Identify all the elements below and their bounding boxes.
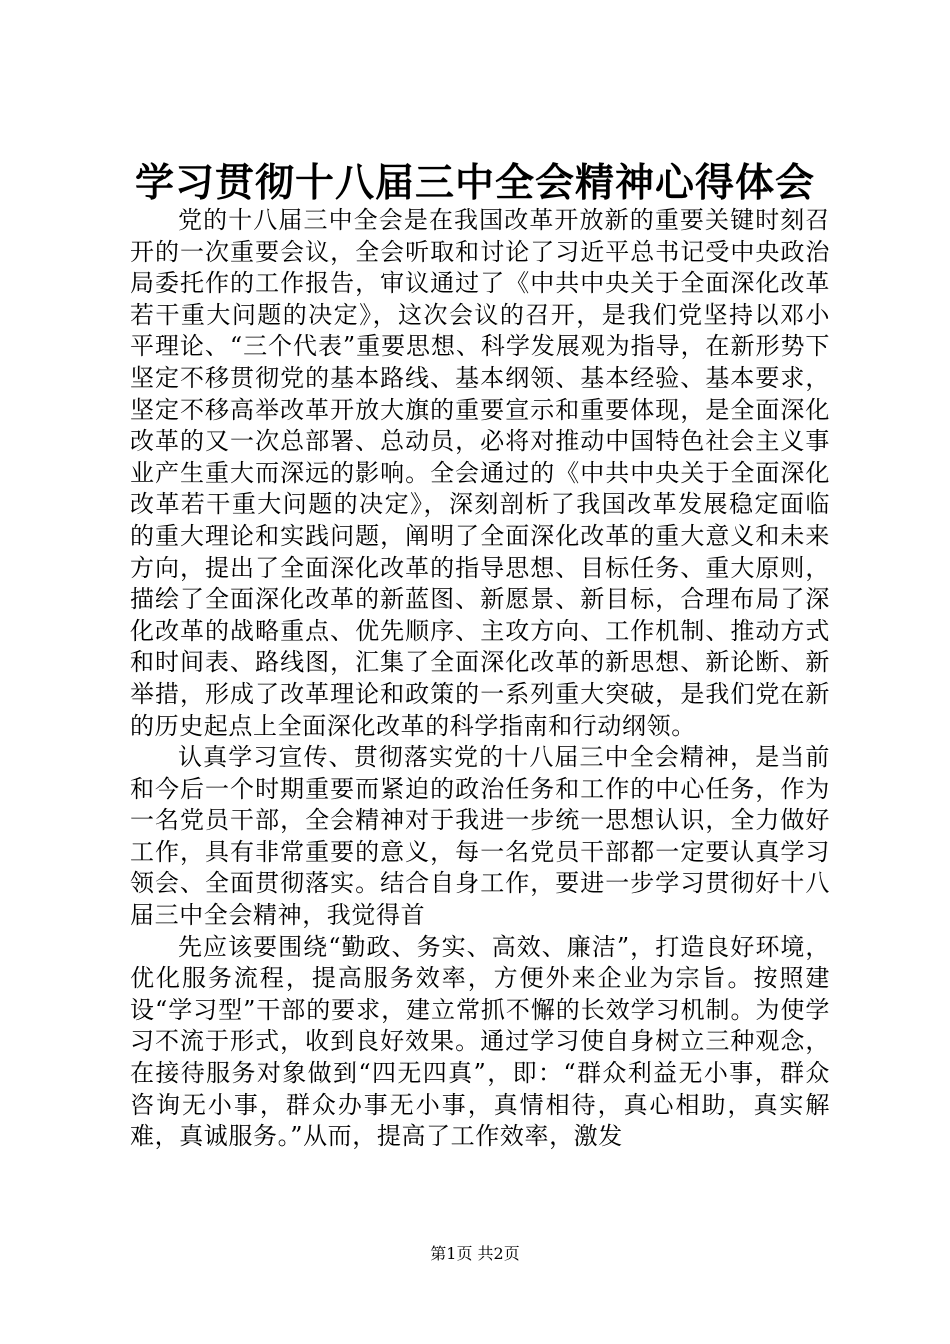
document-body bbox=[130, 205, 830, 1153]
document-title: 学习贯彻十八届三中全会精神心得体会 bbox=[134, 160, 815, 206]
paragraph-2: 认真学习宣传、贯彻落实党的十八届三中全会精神，是当前和今后一个时期重要而紧迫的政治任务和工作的中心任务，作为一名党员干部，全会精神对于我进一步统一思想认识，全力做好工作，具有非常重要的意义，每一名党员干部都一定要认真学习领会、全面贯彻落实。结合自身工作，要进一步学习贯彻好十八届三中全会精神，我觉得首 bbox=[130, 743, 830, 930]
paragraph-1: 党的十八届三中全会是在我国改革开放新的重要关键时刻召开的一次重要会议，全会听取和讨论了习近平总书记受中央政治局委托作的工作报告，审议通过了《中共中央关于全面深化改革若干重大问题的决定》，这次会议的召开，是我们党坚持以邓小平理论、“三个代表”重要思想、科学发展观为指导，在新形势下坚定不移贯彻党的基本路线、基本纲领、基本经验、基本要求，坚定不移高举改革开放大旗的重要宣示和重要体现，是全面深化改革的又一次总部署、总动员，必将对推动中国特色社会主义事业产生重大而深远的影响。全会通过的《中共中央关于全面深化改革若干重大问题的决定》，深刻剖析了我国改革发展稳定面临的重大理论和实践问题，阐明了全面深化改革的重大意义和未来方向，提出了全面深化改革的指导思想、目标任务、重大原则，描绘了全面深化改革的新蓝图、新愿景、新目标，合理布局了深化改革的战略重点、优先顺序、主攻方向、工作机制、推动方式和时间表、路线图，汇集了全面深化改革的新思想、新论断、新举措，形成了改革理论和政策的一系列重大突破，是我们党在新的历史起点上全面深化改革的科学指南和行动纲领。 bbox=[130, 206, 830, 740]
page-number-footer: 第1页 共2页 bbox=[430, 1244, 520, 1263]
paragraph-3: 先应该要围绕“勤政、务实、高效、廉洁”，打造良好环境，优化服务流程，提高服务效率，方便外来企业为宗旨。按照建设“学习型”干部的要求，建立常抓不懈的长效学习机制。为使学习不流于形式，收到良好效果。通过学习使自身树立三种观念，在接待服务对象做到“四无四真”，即：“群众利益无小事，群众咨询无小事，群众办事无小事，真情相待，真心相助，真实解难，真诚服务。”从而，提高了工作效率，激发 bbox=[130, 932, 830, 1151]
